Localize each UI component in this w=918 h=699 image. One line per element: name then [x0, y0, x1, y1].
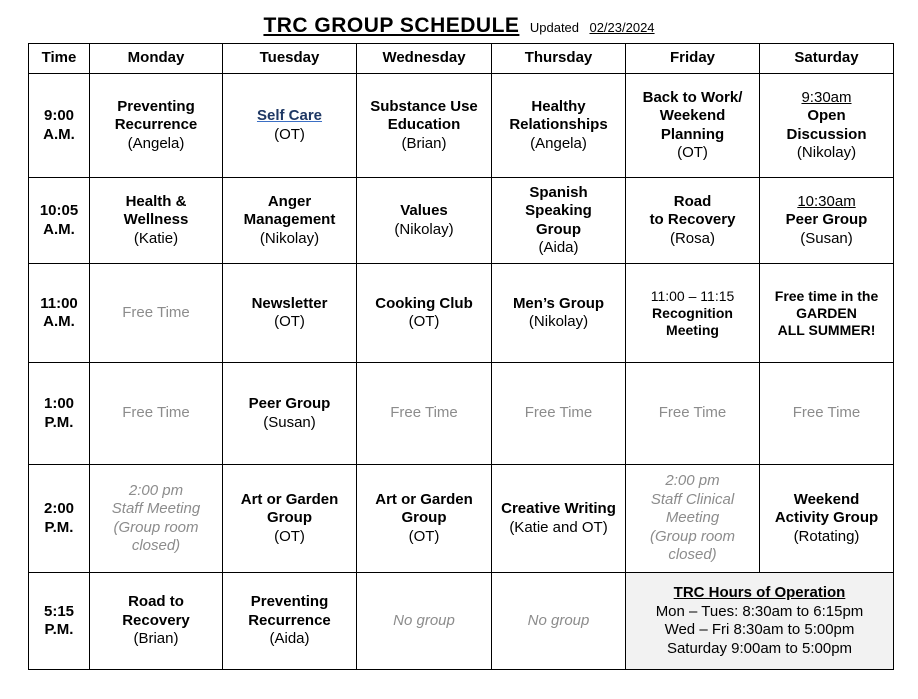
self-care-link[interactable]: Self Care — [256, 107, 323, 124]
session-cell: Preventing Recurrence (Aida) — [223, 573, 357, 670]
session-cell: Anger Management (Nikolay) — [223, 178, 357, 264]
free-time-cell: Free Time — [90, 264, 223, 363]
hours-title: TRC Hours of Operation — [673, 584, 846, 601]
hours-line: Saturday 9:00am to 5:00pm — [666, 639, 853, 657]
time-cell: 10:05 A.M. — [29, 178, 90, 264]
col-header-friday: Friday — [626, 44, 760, 74]
session-cell: Creative Writing (Katie and OT) — [492, 465, 626, 573]
free-time-cell: Free Time — [626, 363, 760, 465]
hours-line: Wed – Fri 8:30am to 5:00pm — [664, 621, 855, 638]
no-group-cell: No group — [492, 573, 626, 670]
schedule-table — [28, 43, 894, 670]
session-cell: Weekend Activity Group (Rotating) — [760, 465, 894, 573]
updated-date: 02/23/2024 — [589, 20, 655, 35]
schedule-header — [0, 14, 918, 38]
table-row — [29, 74, 894, 178]
session-cell: Peer Group (Susan) — [223, 363, 357, 465]
session-cell: Substance Use Education (Brian) — [357, 74, 492, 178]
session-cell: Cooking Club (OT) — [357, 264, 492, 363]
staff-meeting-cell: 2:00 pm Staff Clinical Meeting (Group room closed) — [626, 465, 760, 573]
table-row — [29, 178, 894, 264]
col-header-wednesday: Wednesday — [357, 44, 492, 74]
hours-line: Mon – Tues: 8:30am to 6:15pm — [655, 602, 864, 620]
col-header-saturday: Saturday — [760, 44, 894, 74]
session-cell: Healthy Relationships (Angela) — [492, 74, 626, 178]
col-header-tuesday: Tuesday — [223, 44, 357, 74]
col-header-time: Time — [29, 44, 90, 74]
session-cell: Back to Work/ Weekend Planning (OT) — [626, 74, 760, 178]
staff-meeting-cell: 2:00 pm Staff Meeting (Group room closed) — [90, 465, 223, 573]
free-time-cell: Free Time — [357, 363, 492, 465]
header-row — [29, 44, 894, 74]
session-cell: Road to Recovery (Brian) — [90, 573, 223, 670]
session-cell: Preventing Recurrence (Angela) — [90, 74, 223, 178]
session-cell: Health & Wellness (Katie) — [90, 178, 223, 264]
free-time-cell: Free Time — [760, 363, 894, 465]
hours-of-operation — [626, 573, 894, 670]
free-time-cell: Free Time — [90, 363, 223, 465]
table-row — [29, 363, 894, 465]
time-cell: 5:15 P.M. — [29, 573, 90, 670]
session-cell: Men’s Group (Nikolay) — [492, 264, 626, 363]
updated-label: Updated — [529, 20, 580, 35]
table-row — [29, 465, 894, 573]
session-cell: 9:30am Open Discussion (Nikolay) — [760, 74, 894, 178]
table-row — [29, 264, 894, 363]
session-cell: Values (Nikolay) — [357, 178, 492, 264]
session-cell: Spanish Speaking Group (Aida) — [492, 178, 626, 264]
session-cell: Art or Garden Group (OT) — [223, 465, 357, 573]
free-time-cell: Free Time — [492, 363, 626, 465]
col-header-monday: Monday — [90, 44, 223, 74]
session-cell: Self Care (OT) — [223, 74, 357, 178]
time-cell: 1:00 P.M. — [29, 363, 90, 465]
table-row — [29, 573, 894, 670]
session-cell: Road to Recovery (Rosa) — [626, 178, 760, 264]
col-header-thursday: Thursday — [492, 44, 626, 74]
session-cell: 10:30am Peer Group (Susan) — [760, 178, 894, 264]
session-cell: 11:00 – 11:15 Recognition Meeting — [626, 264, 760, 363]
session-cell: Newsletter (OT) — [223, 264, 357, 363]
page-title: TRC GROUP SCHEDULE — [263, 14, 520, 37]
session-cell: Art or Garden Group (OT) — [357, 465, 492, 573]
session-cell: Free time in the GARDEN ALL SUMMER! — [760, 264, 894, 363]
no-group-cell: No group — [357, 573, 492, 670]
time-cell: 11:00 A.M. — [29, 264, 90, 363]
time-cell: 2:00 P.M. — [29, 465, 90, 573]
time-cell: 9:00 A.M. — [29, 74, 90, 178]
